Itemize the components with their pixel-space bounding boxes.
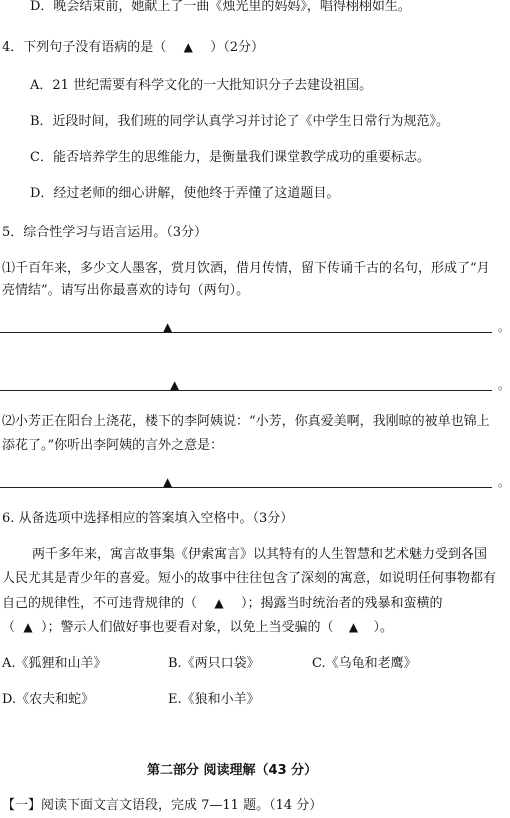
q6-paragraph-line3 — [2, 594, 443, 613]
q6-choice-a: A.《狐狸和山羊》 — [2, 656, 107, 671]
q5-answer-line-3-period: 。 — [498, 475, 510, 489]
q5-answer-line-2[interactable] — [0, 390, 492, 391]
q6-choice-b: B.《两只口袋》 — [168, 656, 260, 671]
q5-answer2-blank-marker: ▲ — [170, 378, 180, 392]
part2-section1-instruction: 【一】阅读下面文言文语段，完成 7—11 题。（14 分） — [2, 798, 323, 813]
q6-paragraph-line4 — [2, 618, 393, 637]
part2-heading: 第二部分 阅读理解（43 分） — [147, 763, 318, 778]
q4-option-b: B．近段时间，我们班的同学认真学习并讨论了《中学生日常行为规范》。 — [30, 114, 450, 129]
q4-stem — [2, 38, 264, 57]
q5-answer1-blank-marker: ▲ — [163, 320, 173, 334]
q4-blank-marker: ▲ — [183, 40, 193, 54]
q6-choice-e: E.《狼和小羊》 — [168, 692, 260, 707]
q3-option-d: D．晚会结束前，她献上了一曲《烛光里的妈妈》，唱得栩栩如生。 — [30, 0, 411, 14]
q4-stem-post: ）（2分） — [210, 40, 265, 55]
q5-part2-line1: ⑵小芳正在阳台上浇花，楼下的李阿姨说：“小芳，你真爱美啊，我刚晾的被单也锦上 — [2, 414, 490, 429]
q4-option-d: D．经过老师的细心讲解，使他终于弄懂了这道题目。 — [30, 186, 340, 201]
q5-part2-line2: 添花了。”你听出李阿姨的言外之意是： — [2, 438, 224, 453]
q6-blank2-marker: ▲ — [23, 620, 33, 634]
q6-line3-post: ）；揭露当时统治者的残暴和蛮横的 — [241, 596, 443, 611]
q6-blank3-marker: ▲ — [348, 620, 359, 634]
q6-line3-pre: 自己的规律性，不可违背规律的（ — [2, 596, 198, 611]
q6-paragraph-line1: 两千多年来，寓言故事集《伊索寓言》以其特有的人生智慧和艺术魅力受到各国 — [32, 547, 488, 562]
q5-answer-line-1-period: 。 — [498, 320, 510, 334]
q5-stem: 5．综合性学习与语言运用。（3分） — [2, 225, 208, 240]
q5-answer-line-3[interactable] — [0, 487, 492, 488]
q5-part1-line2: 亮情结”。请写出你最喜欢的诗句（两句）。 — [2, 283, 250, 298]
q4-option-a: A．21 世纪需要有科学文化的一大批知识分子去建设祖国。 — [30, 78, 373, 93]
q6-paragraph-line2: 人民尤其是青少年的喜爱。短小的故事中往往包含了深刻的寓意，如说明任何事物都有 — [2, 571, 497, 586]
q4-stem-pre: 4．下列句子没有语病的是（ — [2, 40, 167, 55]
q6-line4-a: （ — [2, 620, 16, 635]
q6-line4-c: ）。 — [373, 620, 394, 635]
q6-line4-b: ）；警示人们做好事也要看对象，以免上当受骗的（ — [41, 620, 334, 635]
q5-answer3-blank-marker: ▲ — [163, 475, 173, 489]
q5-answer-line-2-period: 。 — [498, 378, 510, 392]
q5-answer-line-1[interactable] — [0, 332, 492, 333]
q5-part1-line1: ⑴千百年来，多少文人墨客，赏月饮酒，借月传情，留下传诵千古的名句，形成了“月 — [2, 261, 490, 276]
q6-blank1-marker: ▲ — [214, 596, 224, 610]
q6-choice-c: C.《乌龟和老鹰》 — [312, 656, 417, 671]
q6-stem: 6. 从备选项中选择相应的答案填入空格中。（3分） — [2, 511, 294, 526]
q6-choice-d: D.《农夫和蛇》 — [2, 692, 95, 707]
q4-option-c: C．能否培养学生的思维能力，是衡量我们课堂教学成功的重要标志。 — [30, 150, 430, 165]
